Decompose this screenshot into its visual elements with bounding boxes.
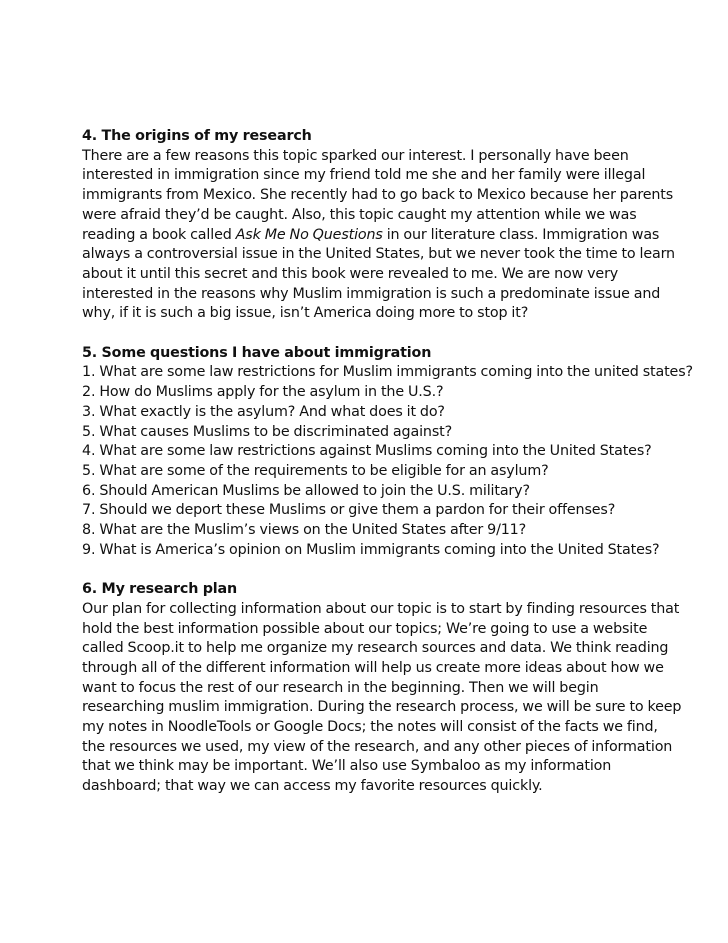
section-research-plan-heading: 6. My research plan (82, 581, 238, 598)
question-item: 2. How do Muslims apply for the asylum in the U.S.? (82, 384, 444, 401)
question-item: 3. What exactly is the asylum? And what does it do? (82, 403, 445, 420)
document-page (82, 127, 693, 817)
section-research-plan (82, 580, 682, 797)
question-item: 5. What are some of the requirements to be eligible for an asylum? (82, 462, 549, 479)
section-origins (82, 127, 682, 324)
question-item: 8. What are the Muslim’s views on the United States after 9/11? (82, 522, 527, 539)
question-item: 7. Should we deport these Muslims or give them a pardon for their offenses? (82, 502, 616, 519)
question-item: 6. Should American Muslims be allowed to join the U.S. military? (82, 482, 530, 499)
question-item: 5. What causes Muslims to be discriminated against? (82, 423, 453, 440)
section-research-plan-paragraph: Our plan for collecting information about our topic is to start by finding resources that hold the best information possible about our topics; We’re going to use a website called Scoop.it to help me organize my research sources and data. We think reading through all of the different information will help us create more ideas about how we want to focus the rest of our research in the beginning. Then we will begin researching muslim immigration. During the research process, we will be sure to keep my notes in NoodleTools or Google Docs; the notes will consist of the facts we find, the resources we used, my view of the research, and any other pieces of information that we think may be important. We’ll also use Symbaloo as my information dashboard; that way we can access my favorite resources quickly. (82, 600, 682, 795)
origins-text-after-title: in our literature class. Immigration was always a controversial issue in the United States, but we never took the time to learn about it until this secret and this book were revealed to me. We are now very interested in the reasons why Muslim immigration is such a predominate issue and why, if it is such a big issue, isn’t America doing more to stop it? (82, 226, 675, 322)
section-origins-paragraph (82, 147, 682, 324)
origins-text-before-title: There are a few reasons this topic sparked our interest. I personally have been interested in immigration since my friend told me she and her family were illegal immigrants from Mexico. She recently had to go back to Mexico because her parents were afraid they’d be caught. Also, this topic caught my attention while we was reading a book called (82, 147, 674, 243)
section-origins-heading: 4. The origins of my research (82, 128, 312, 144)
book-title: Ask Me No Questions (235, 226, 383, 243)
section-questions (82, 344, 693, 561)
section-questions-heading: 5. Some questions I have about immigration (82, 344, 432, 361)
questions-list (82, 363, 693, 560)
question-item: 4. What are some law restrictions against Muslims coming into the United States? (82, 443, 652, 460)
question-item: 1. What are some law restrictions for Muslim immigrants coming into the united states? (82, 364, 693, 381)
question-item: 9. What is America’s opinion on Muslim immigrants coming into the United States? (82, 541, 660, 558)
